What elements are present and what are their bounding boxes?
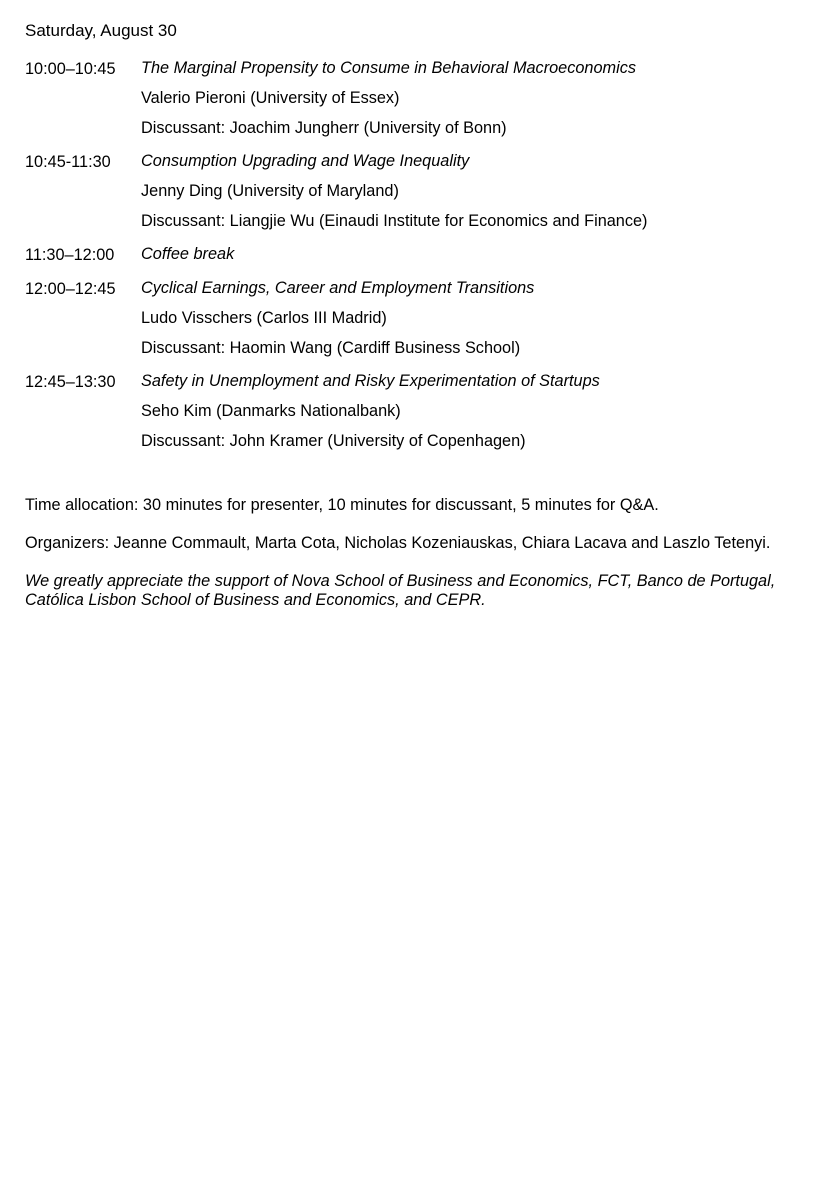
paper-title: Cyclical Earnings, Career and Employment Transitions	[141, 279, 535, 297]
notes-section	[25, 496, 790, 610]
session-1	[25, 58, 790, 138]
presenter: Ludo Visschers (Carlos III Madrid)	[141, 309, 387, 327]
session-3	[25, 278, 790, 358]
acknowledgement-note: We greatly appreciate the support of Nova School of Business and Economics, FCT, Banco de Portugal, Católica Lisbon School of Business and Economics, and CEPR.	[25, 572, 776, 609]
organizers-note: Organizers: Jeanne Commault, Marta Cota, Nicholas Kozeniauskas, Chiara Lacava and Laszlo Tetenyi.	[25, 534, 771, 552]
schedule	[25, 58, 790, 451]
presenter: Seho Kim (Danmarks Nationalbank)	[141, 402, 401, 420]
session-time: 12:45–13:30	[25, 373, 116, 391]
presenter: Valerio Pieroni (University of Essex)	[141, 89, 400, 107]
discussant: Discussant: Joachim Jungherr (University of Bonn)	[141, 119, 507, 137]
session-break	[25, 244, 790, 265]
discussant: Discussant: John Kramer (University of Copenhagen)	[141, 432, 526, 450]
session-details	[141, 151, 790, 231]
session-time: 11:30–12:00	[25, 246, 115, 264]
paper-title: Safety in Unemployment and Risky Experimentation of Startups	[141, 372, 600, 390]
session-2	[25, 151, 790, 231]
session-time: 10:00–10:45	[25, 60, 116, 78]
break-title: Coffee break	[141, 245, 235, 263]
session-time: 10:45-11:30	[25, 153, 111, 171]
presenter: Jenny Ding (University of Maryland)	[141, 182, 399, 200]
time-allocation-note: Time allocation: 30 minutes for presenter, 10 minutes for discussant, 5 minutes for Q&A.	[25, 496, 659, 514]
session-details	[141, 244, 790, 265]
session-details	[141, 58, 790, 138]
session-details	[141, 278, 790, 358]
paper-title: The Marginal Propensity to Consume in Behavioral Macroeconomics	[141, 59, 636, 77]
discussant: Discussant: Haomin Wang (Cardiff Business School)	[141, 339, 521, 357]
session-details	[141, 371, 790, 451]
paper-title: Consumption Upgrading and Wage Inequality	[141, 152, 470, 170]
day-heading: Saturday, August 30	[25, 21, 177, 40]
discussant: Discussant: Liangjie Wu (Einaudi Institute for Economics and Finance)	[141, 212, 648, 230]
session-4	[25, 371, 790, 451]
session-time: 12:00–12:45	[25, 280, 116, 298]
